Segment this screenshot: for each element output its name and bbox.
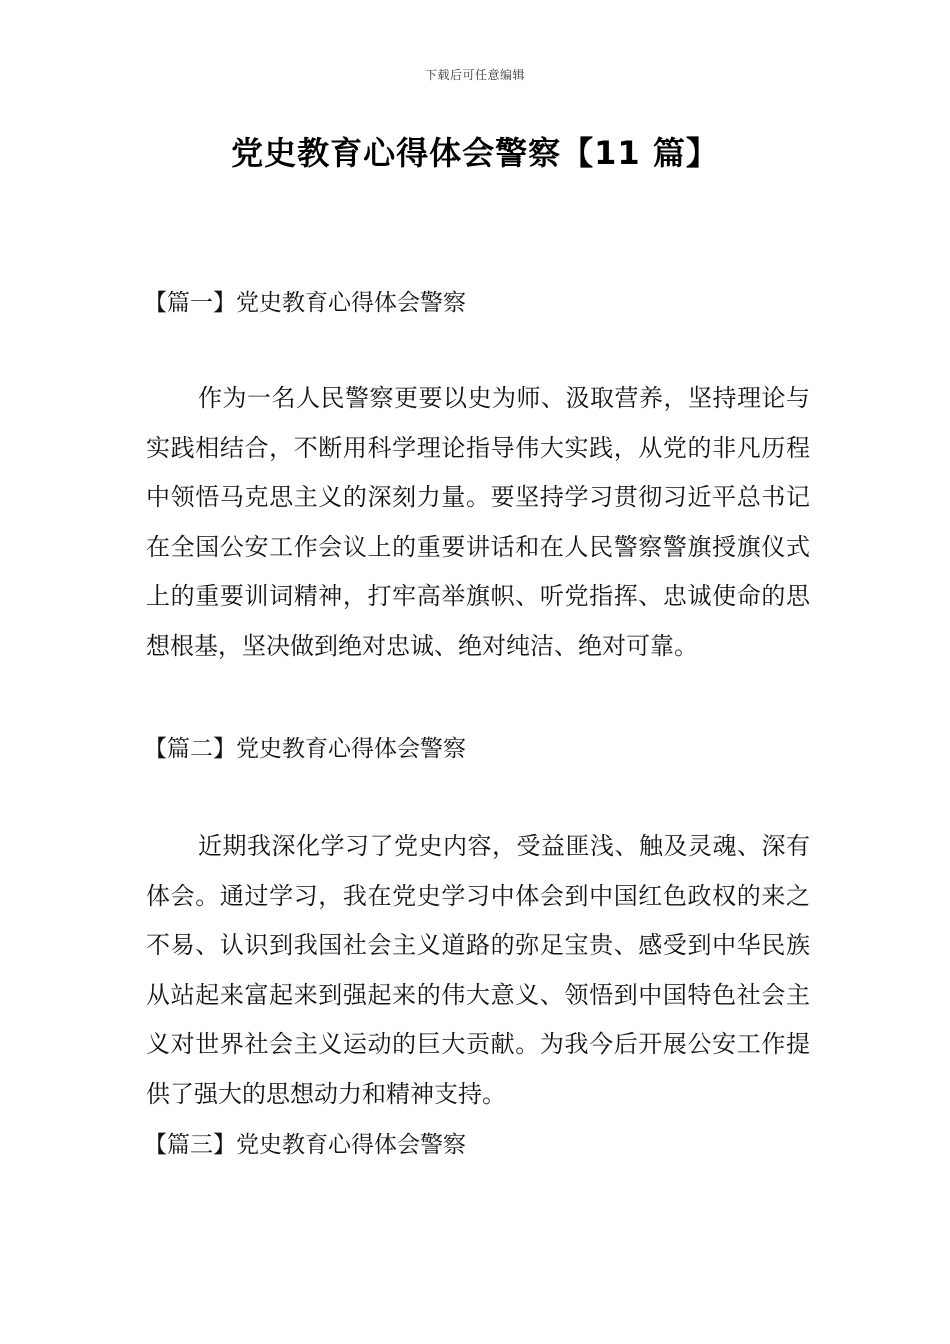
section-body-2: 近期我深化学习了党史内容，受益匪浅、触及灵魂、深有体会。通过学习，我在党史学习中体会到中国红色政权的来之不易、认识到我国社会主义道路的弥足宝贵、感受到中华民族从站起来富起来到强起来的伟大意义、领悟到中国特色社会主义对世界社会主义运动的巨大贡献。为我今后开展公安工作提供了强大的思想动力和精神支持。: [146, 832, 810, 1108]
section-heading-1: 【篇一】党史教育心得体会警察: [144, 290, 466, 316]
header-note: 下载后可任意编辑: [424, 68, 525, 82]
section-heading-3: 【篇三】党史教育心得体会警察: [144, 1132, 466, 1158]
document-title: 党史教育心得体会警察【11 篇】: [231, 134, 719, 172]
section-body-1: 作为一名人民警察更要以史为师、汲取营养，坚持理论与实践相结合，不断用科学理论指导伟大实践，从党的非凡历程中领悟马克思主义的深刻力量。要坚持学习贯彻习近平总书记在全国公安工作会议上的重要讲话和在人民警察警旗授旗仪式上的重要训词精神，打牢高举旗帜、听党指挥、忠诚使命的思想根基，坚决做到绝对忠诚、绝对纯洁、绝对可靠。: [146, 384, 810, 660]
section-heading-2: 【篇二】党史教育心得体会警察: [144, 736, 466, 762]
